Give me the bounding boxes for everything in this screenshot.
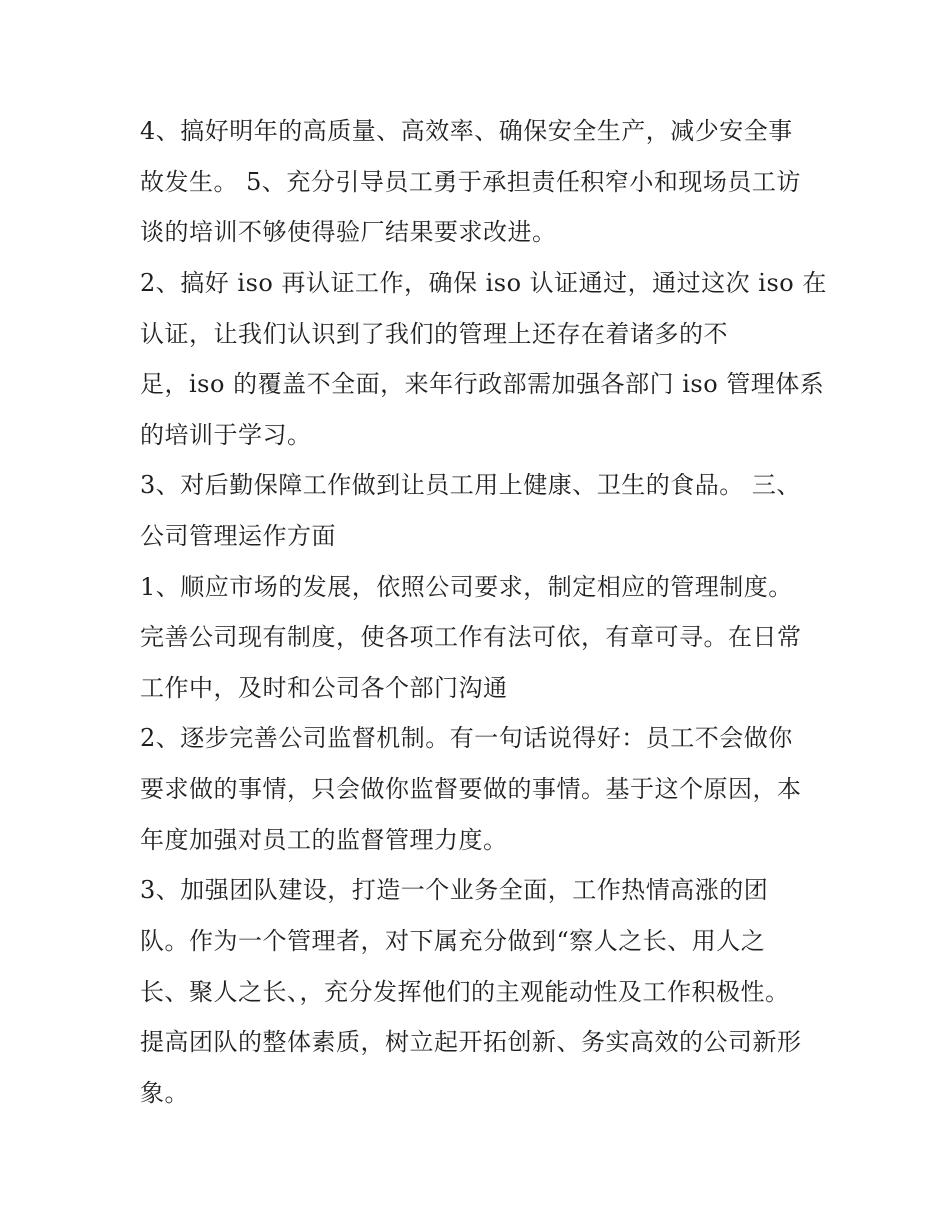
text-line: 4、搞好明年的高质量、高效率、确保安全生产，减少安全事 xyxy=(140,117,793,145)
text-line: 3、对后勤保障工作做到让员工用上健康、卫生的食品。 三、 xyxy=(140,471,801,499)
text-line: 2、搞好 iso 再认证工作，确保 iso 认证通过，通过这次 iso 在 xyxy=(140,269,827,297)
text-line: 提高团队的整体素质，树立起开拓创新、务实高效的公司新形 xyxy=(140,1028,802,1056)
text-line: 故发生。 5、充分引导员工勇于承担责任积窄小和现场员工访 xyxy=(140,168,801,196)
text-line: 的培训于学习。 xyxy=(140,421,312,449)
text-line: 3、加强团队建设，打造一个业务全面，工作热情高涨的团 xyxy=(140,876,769,904)
text-line: 年度加强对员工的监督管理力度。 xyxy=(140,826,508,854)
text-line: 足，iso 的覆盖不全面，来年行政部需加强各部门 iso 管理体系 xyxy=(140,370,825,398)
text-line: 工作中，及时和公司各个部门沟通 xyxy=(140,674,508,702)
text-line: 长、聚人之长、，充分发挥他们的主观能动性及工作积极性。 xyxy=(140,978,790,1006)
text-line: 要求做的事情，只会做你监督要做的事情。基于这个原因，本 xyxy=(140,775,802,803)
text-line: 完善公司现有制度，使各项工作有法可依，有章可寻。在日常 xyxy=(140,623,802,651)
text-line: 谈的培训不够使得验厂结果要求改进。 xyxy=(140,218,557,246)
text-line: 队。作为一个管理者，对下属充分做到“察人之长、用人之 xyxy=(140,927,766,955)
text-line: 2、逐步完善公司监督机制。有一句话说得好：员工不会做你 xyxy=(140,724,793,752)
text-line: 1、顺应市场的发展，依照公司要求，制定相应的管理制度。 xyxy=(140,573,793,601)
text-line: 象。 xyxy=(140,1079,189,1107)
text-line: 认证，让我们认识到了我们的管理上还存在着诸多的不 xyxy=(140,320,728,348)
text-line: 公司管理运作方面 xyxy=(140,522,336,550)
